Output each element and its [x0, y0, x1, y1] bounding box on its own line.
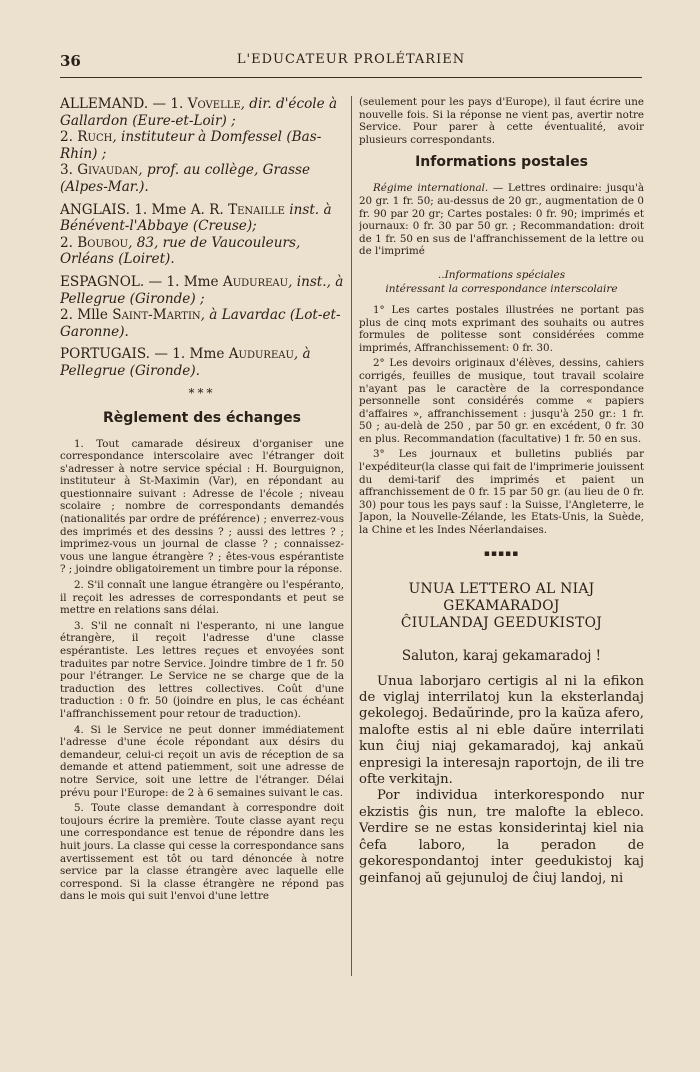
correspondent-address: , 83, rue de Vaucouleurs, Orléans (Loiret). — [60, 234, 301, 268]
left-column — [60, 96, 344, 906]
correspondent-name: Ruch — [77, 129, 113, 146]
regime-label: Régime international. — [373, 182, 489, 195]
section-title-postal: Informations postales — [415, 154, 588, 171]
language-block — [60, 346, 344, 379]
correspondent-entry — [60, 307, 344, 340]
language-name: ESPAGNOL. — [60, 273, 145, 290]
journal-title: L'EDUCATEUR PROLÉTARIEN — [236, 52, 466, 67]
section-stars: *** — [188, 385, 216, 400]
entry-prefix: 2. — [60, 234, 78, 251]
rule-paragraph: 3. S'il ne connaît ni l'esperanto, ni une langue étrangère, il reçoit l'adresse d'une classe espérantiste. Les lettres reçues et envoyées sont traduites par notre Service. Joindre timbre de 1 fr. 50 pour l'étranger. Le Service ne se charge que de la traduction des lettres collectives. Coût d'une traduction : 0 fr. 50 (joindre en plus, le cas échéant l'affranchissement pour retour de traduction). — [60, 619, 344, 720]
correspondent-address: , prof. au collège, Grasse (Alpes-Mar.). — [60, 162, 311, 195]
entry-prefix: 2. — [60, 129, 78, 146]
special-info-paragraph: 2° Les devoirs originaux d'élèves, dessins, cahiers corrigés, feuilles de musique, tout travail scolaire n'ayant pas le caractère de la correspondance personnelle sont considérés comme « papiers d'affaires », affranchissement : jusqu'à 250 gr.: 1 fr. 50 ; au-delà de 250 , par 50 gr. en excédent, 0 fr. 30 en plus. Recommandation (facultative) 1 fr. 50 en sus. — [359, 357, 644, 445]
esperanto-letter-body — [359, 674, 644, 887]
header-rule — [60, 77, 642, 78]
language-block — [60, 96, 344, 196]
correspondent-entry — [60, 274, 344, 307]
correspondent-name: Givaudan — [77, 162, 139, 179]
language-correspondents-list — [60, 96, 344, 380]
correspondent-address: , dir. d'école à Gallardon (Eure-et-Loir) ; — [60, 96, 338, 129]
entry-prefix: 1. Mme A. R. — [129, 201, 229, 218]
page-header — [60, 52, 642, 74]
correspondent-name: Tenaille — [228, 201, 285, 218]
rules-continuation: (seulement pour les pays d'Europe), il faut écrire une nouvelle fois. Si la réponse ne vient pas, avertir notre Service. Pour parer à cette éventualité, avoir plusieurs correspondants. — [359, 96, 644, 146]
correspondent-address: inst. à Bénévent-l'Abbaye (Creuse); — [60, 201, 332, 235]
correspondent-entry — [60, 202, 344, 235]
entry-prefix: — 1. Mme — [144, 273, 223, 290]
regime-text: — Lettres ordinaire: jusqu'à 20 gr. 1 fr. 50; au-dessus de 20 gr., augmentation de 0 fr. 90 par 20 gr; Cartes postales: 0 fr. 90; imprimés et journaux: 0 fr. 30 par 50 gr. ; Recommandation: droit de 1 fr. 50 en sus de l'affranchissement de la lettre ou de l'imprimé — [359, 182, 644, 258]
language-name: ANGLAIS. — [60, 201, 130, 218]
correspondent-name: Audureau — [228, 346, 294, 363]
rules-paragraphs — [60, 438, 344, 903]
special-info-paragraphs — [359, 304, 644, 537]
rule-paragraph: 1. Tout camarade désireux d'organiser une correspondance interscolaire avec l'étranger doit s'adresser à notre service spécial : H. Bourguignon, instituteur à St-Maximin (Var), en répondant au questionnaire suivant : Adresse de l'école ; niveau scolaire ; nombre de correspondants demandés (nationalités par ordre de préférence) ; enverrez-vous des imprimés et des dessins ? ; aussi des lettres ? ; imprimez-vous un journal de classe ? ; connaissez-vous une langue étrangère ? ; êtes-vous espérantiste ? ; joindre obligatoirement un timbre pour la réponse. — [60, 437, 344, 576]
language-name: PORTUGAIS. — [60, 346, 151, 363]
rule-paragraph: 4. Si le Service ne peut donner immédiatement l'adresse d'une école répondant aux désirs du demandeur, celui-ci reçoit un avis de réception de sa demande et attend patiemment, soit une adresse de notre Service, soit une lettre de l'étranger. Délai prévu pour l'Europe: de 2 à 6 semaines suivant le cas. — [60, 723, 344, 799]
epo-title-line: UNUA LETTERO AL NIAJ — [408, 580, 595, 597]
correspondent-name: Vovelle — [187, 96, 241, 112]
esperanto-salutation: Saluton, karaj gekamaradoj ! — [401, 647, 602, 664]
section-divider: ▪▪▪▪▪ — [483, 548, 520, 559]
rule-paragraph: 2. S'il connaît une langue étrangère ou l'espéranto, il reçoit les adresses de correspondants et peut se mettre en relations sans délai. — [60, 579, 344, 617]
language-block — [60, 202, 344, 268]
correspondent-entry — [60, 162, 344, 195]
entry-prefix: 3. — [60, 162, 78, 179]
correspondent-address: , inst., à Pellegrue (Gironde) ; — [60, 273, 344, 307]
esperanto-letter-title — [359, 581, 644, 632]
epo-title-line: GEKAMARADOJ — [443, 597, 560, 614]
esperanto-paragraph: Unua laborjaro certigis al ni la efikon de viglaj interrilatoj kun la eksterlandaj gekolegoj. Bedaŭrinde, pro la kaŭza afero, malofte estis al ni eble daŭre interrilati kun ĉiuj niaj gekamaradoj, kaj ankaŭ enpresigi la interesajn raportojn, de ili tre ofte verkitajn. — [359, 673, 644, 788]
entry-prefix: — 1. Mme — [150, 346, 229, 363]
correspondent-entry — [60, 346, 344, 379]
special-heading-line-1: ..Informations spéciales — [437, 268, 566, 281]
epo-title-line: ĈIULANDAJ GEEDUKISTOJ — [400, 614, 603, 631]
correspondent-entry — [60, 96, 344, 129]
correspondent-name: Saint-Martin — [112, 307, 201, 324]
esperanto-paragraph: Por individua interkorespondo nur ekzistis ĝis nun, tre malofte la ebleco. Verdire se ne estas konsiderintaj kiel nia ĉefa laboro, la peradon de gekorespondantoj inter geedukistoj kaj geinfanoj aŭ gejunuloj de ĉiuj landoj, ni — [359, 788, 644, 886]
rule-paragraph: 5. Toute classe demandant à correspondre doit toujours écrire la première. Toute classe ayant reçu une correspondance est tenue de répondre dans les huit jours. La classe qui cesse la correspondance sans avertissement est tôt ou tard dénoncée à notre service par la classe étrangère avec laquelle elle correspond. Si la classe étrangère ne répond pas dans le mois qui suit l'envoi d'une lettre — [60, 802, 344, 903]
correspondent-address: , à Pellegrue (Gironde). — [60, 346, 311, 379]
correspondent-address: , à Lavardac (Lot-et-Garonne). — [60, 307, 341, 340]
regime-international — [359, 182, 644, 258]
correspondent-address: , instituteur à Domfessel (Bas-Rhin) ; — [60, 129, 322, 162]
correspondent-entry — [60, 129, 344, 162]
special-info-paragraph: 1° Les cartes postales illustrées ne portant pas plus de cinq mots exprimant des souhaits ou autres formules de politesse sont considérées comme imprimés, Affranchissement: 0 fr. 30. — [359, 303, 644, 354]
entry-prefix: 2. Mlle — [60, 307, 113, 324]
correspondent-name: Boubou — [77, 234, 129, 251]
correspondent-entry — [60, 235, 344, 268]
special-info-paragraph: 3° Les journaux et bulletins publiés par l'expéditeur(la classe qui fait de l'imprimerie jouissent du demi-tarif des imprimés et paient un affranchissement de 0 fr. 15 par 50 gr. (au lieu de 0 fr. 30) pour tous les pays sauf : la Suisse, l'Angleterre, le Japon, la Nouvelle-Zélande, les Etats-Unis, la Suède, la Chine et les Indes Néerlandaises. — [359, 448, 644, 537]
correspondent-name: Audureau — [222, 273, 289, 290]
right-column — [359, 96, 644, 887]
special-info-heading — [359, 268, 644, 296]
entry-prefix: — 1. — [148, 96, 188, 112]
special-heading-line-2: intéressant la correspondance interscolaire — [385, 282, 618, 295]
column-divider — [351, 96, 352, 976]
language-block — [60, 274, 344, 340]
language-name: ALLEMAND. — [60, 96, 149, 112]
section-title-reglement: Règlement des échanges — [103, 409, 301, 426]
page-number: 36 — [60, 52, 81, 70]
